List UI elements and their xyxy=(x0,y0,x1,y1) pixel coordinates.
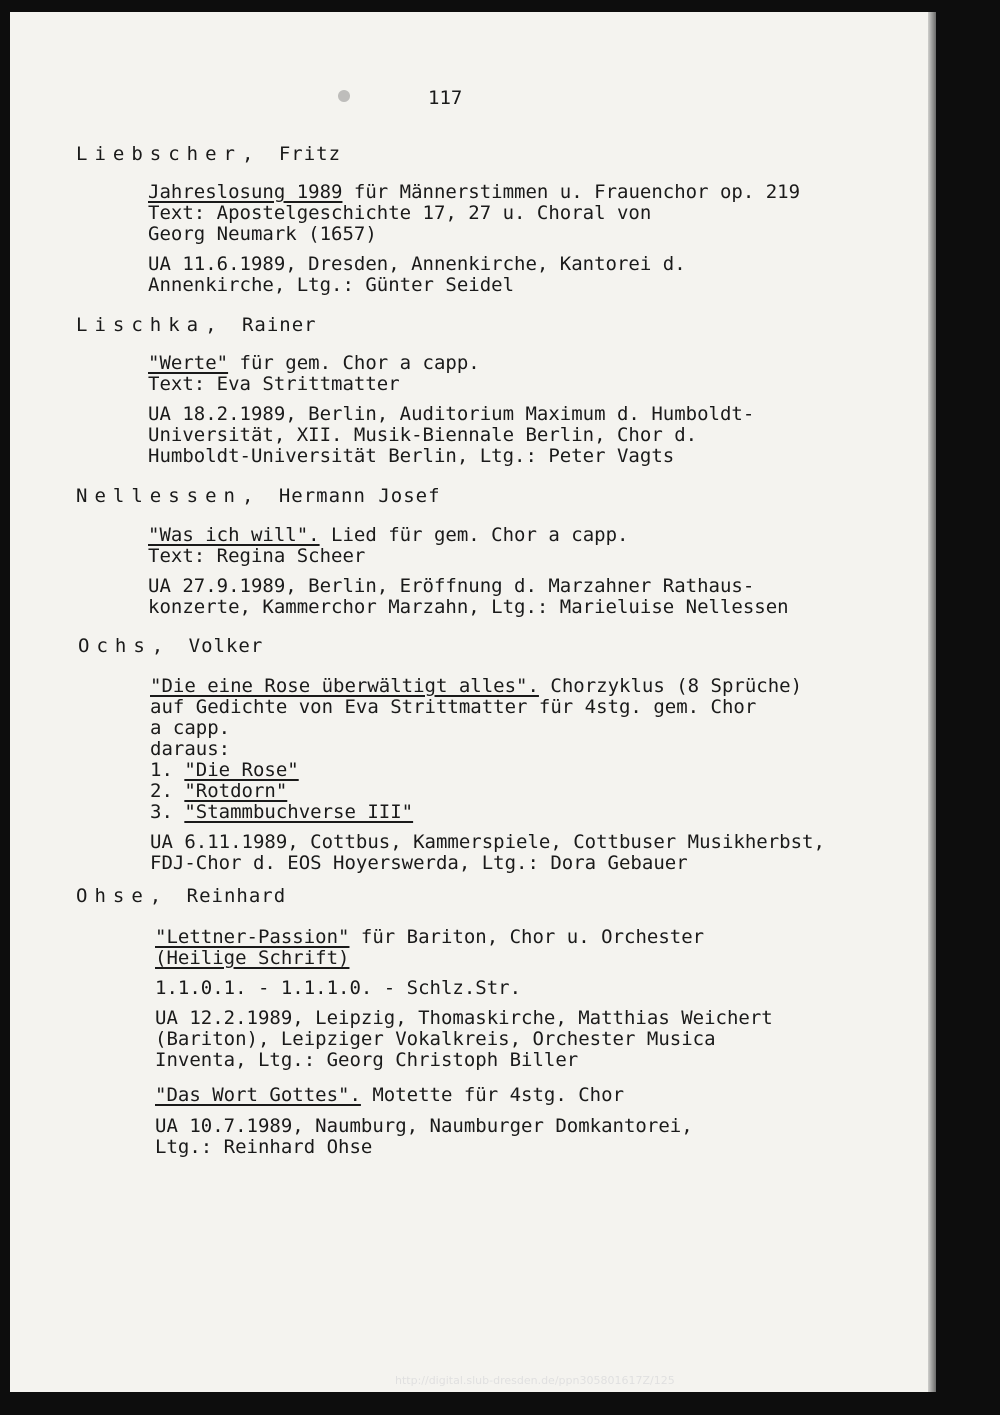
composer-surname: Nellessen xyxy=(76,485,242,507)
composer-firstname: Fritz xyxy=(278,143,342,165)
work-description: Lied für gem. Chor a capp. xyxy=(319,524,629,546)
composer-surname: Lischka xyxy=(76,314,206,336)
work-title: Jahreslosung 1989 xyxy=(148,181,343,203)
premiere-line: Ltg.: Reinhard Ohse xyxy=(155,1136,373,1158)
composer-surname: Liebscher xyxy=(76,143,242,165)
composer-heading: Lischka, Rainer xyxy=(76,314,317,336)
composer-heading: Ochs, Volker xyxy=(78,635,264,657)
excerpt-number: 1. xyxy=(150,759,185,781)
composer-firstname: Volker xyxy=(188,635,264,657)
work-title-line xyxy=(148,352,480,374)
composer-heading: Nellessen, Hermann Josef xyxy=(76,485,441,507)
work-title: "Werte" xyxy=(148,352,229,374)
composer-firstname: Reinhard xyxy=(186,885,287,907)
premiere-line: Universität, XII. Musik-Biennale Berlin, Chor d. xyxy=(148,424,698,446)
excerpt-number: 3. xyxy=(150,801,185,823)
work-description: Motette für 4stg. Chor xyxy=(360,1084,625,1106)
work-text-line: Text: Apostelgeschichte 17, 27 u. Choral von xyxy=(148,202,652,224)
excerpt-item xyxy=(150,801,413,823)
work-text-line: Text: Eva Strittmatter xyxy=(148,373,400,395)
work-title-line xyxy=(155,926,704,948)
excerpt-item xyxy=(150,759,299,781)
premiere-line: UA 11.6.1989, Dresden, Annenkirche, Kantorei d. xyxy=(148,253,686,275)
premiere-line: UA 18.2.1989, Berlin, Auditorium Maximum d. Humboldt- xyxy=(148,403,755,425)
premiere-line: UA 10.7.1989, Naumburg, Naumburger Domkantorei, xyxy=(155,1115,693,1137)
scoring-line: 1.1.0.1. - 1.1.1.0. - Schlz.Str. xyxy=(155,977,522,999)
work-title-line xyxy=(150,675,802,697)
premiere-line: UA 6.11.1989, Cottbus, Kammerspiele, Cottbuser Musikherbst, xyxy=(150,831,825,853)
excerpt-title: "Stammbuchverse III" xyxy=(184,801,414,823)
composer-heading: Ohse, Reinhard xyxy=(76,885,287,907)
work-description: für Männerstimmen u. Frauenchor op. 219 xyxy=(342,181,801,203)
work-title-line xyxy=(155,1084,624,1106)
work-text-line: auf Gedichte von Eva Strittmatter für 4stg. gem. Chor xyxy=(150,696,757,718)
composer-heading: Liebscher, Fritz xyxy=(76,143,342,165)
document-page xyxy=(10,12,928,1392)
premiere-line: Inventa, Ltg.: Georg Christoph Biller xyxy=(155,1049,579,1071)
work-description: für Bariton, Chor u. Orchester xyxy=(349,926,705,948)
paper-spot xyxy=(338,90,350,102)
premiere-line: konzerte, Kammerchor Marzahn, Ltg.: Marieluise Nellessen xyxy=(148,596,789,618)
premiere-line: UA 12.2.1989, Leipzig, Thomaskirche, Matthias Weichert xyxy=(155,1007,773,1029)
work-title: "Das Wort Gottes". xyxy=(155,1084,361,1106)
work-title-continuation xyxy=(155,947,349,969)
work-text-line: Georg Neumark (1657) xyxy=(148,223,377,245)
work-title: "Lettner-Passion" xyxy=(155,926,350,948)
work-title-line xyxy=(148,181,800,203)
work-title: "Was ich will". xyxy=(148,524,320,546)
excerpt-title: "Die Rose" xyxy=(184,759,299,781)
composer-firstname: Hermann Josef xyxy=(278,485,441,507)
work-title: "Die eine Rose überwältigt alles". xyxy=(150,675,539,697)
composer-surname: Ochs xyxy=(78,635,152,657)
work-title-cont: (Heilige Schrift) xyxy=(155,947,350,969)
premiere-line: Annenkirche, Ltg.: Günter Seidel xyxy=(148,274,515,296)
excerpt-item xyxy=(150,780,287,802)
work-text-line: Text: Regina Scheer xyxy=(148,545,366,567)
work-description: für gem. Chor a capp. xyxy=(228,352,480,374)
work-text-line: a capp. xyxy=(150,717,231,739)
premiere-line: (Bariton), Leipziger Vokalkreis, Orchester Musica xyxy=(155,1028,716,1050)
excerpt-number: 2. xyxy=(150,780,185,802)
premiere-line: UA 27.9.1989, Berlin, Eröffnung d. Marzahner Rathaus- xyxy=(148,575,755,597)
page-number: 117 xyxy=(428,87,463,109)
premiere-line: Humboldt-Universität Berlin, Ltg.: Peter Vagts xyxy=(148,445,675,467)
premiere-line: FDJ-Chor d. EOS Hoyerswerda, Ltg.: Dora Gebauer xyxy=(150,852,688,874)
work-description: Chorzyklus (8 Sprüche) xyxy=(538,675,803,697)
work-text-line: daraus: xyxy=(150,738,231,760)
composer-firstname: Rainer xyxy=(241,314,317,336)
excerpt-title: "Rotdorn" xyxy=(184,780,288,802)
page-edge-shadow xyxy=(928,12,936,1392)
source-url[interactable]: http://digital.slub-dresden.de/ppn305801617Z/125 xyxy=(395,1374,675,1387)
composer-surname: Ohse xyxy=(76,885,150,907)
work-title-line xyxy=(148,524,628,546)
